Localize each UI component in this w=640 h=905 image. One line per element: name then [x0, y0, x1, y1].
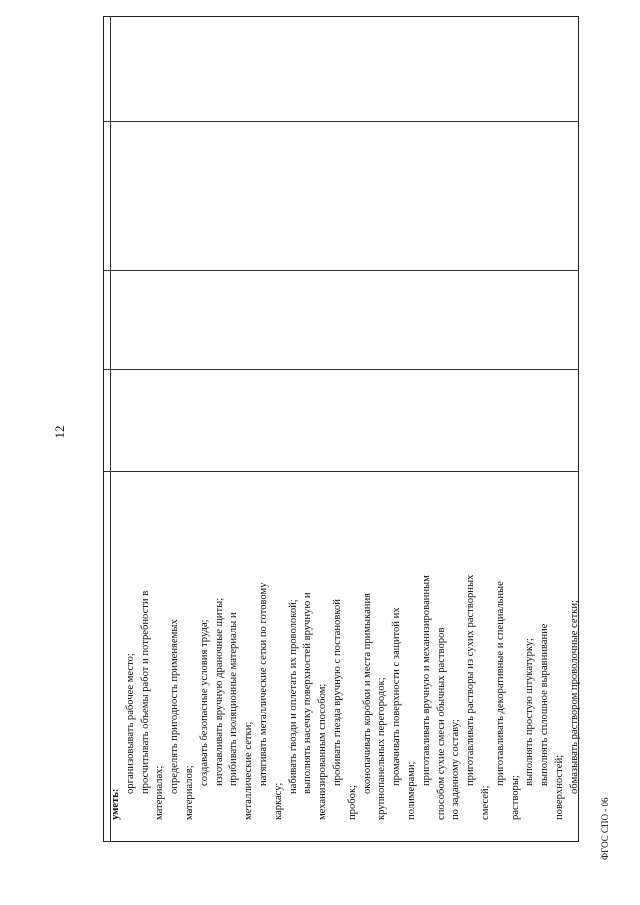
skill-line: материалов; [183, 765, 195, 820]
skill-line: изготавливать вручную драночные щиты; [213, 597, 225, 786]
footer-code: ФГОС СПО - 06 [600, 797, 610, 860]
skill-line: металлические сетки; [243, 721, 255, 820]
skill-line: организовывать рабочее место; [124, 653, 136, 794]
skill-line: полимерами; [405, 761, 417, 820]
page-number: 12 [52, 425, 67, 439]
row-divider-3 [104, 369, 578, 370]
skills-cell [109, 480, 580, 820]
skill-line: по заданному составу; [450, 719, 462, 820]
skill-line: создавать безопасные условия труда; [198, 619, 210, 786]
row-divider-4 [104, 471, 578, 472]
skill-line: выполнять насечку поверхностей вручную и [302, 592, 314, 794]
skill-line: способом сухие смеси обычных растворов [435, 627, 447, 820]
skill-line: выполнять простую штукатурку; [524, 637, 536, 786]
skill-line: выполнять сплошное выравнивание [539, 623, 551, 786]
skill-line: каркасу; [272, 782, 284, 820]
skill-line: промачивать поверхности с защитой их [391, 607, 403, 786]
skill-line: пробивать гнезда вручную с постановкой [331, 599, 343, 786]
skill-line: набивать гвозди и оплетать их проволокой; [287, 599, 299, 794]
skills-list [124, 480, 583, 820]
skill-line: натягивать металлические сетки по готовому [257, 582, 269, 786]
skill-line: оконопачивать коробки и места примыкания [361, 592, 373, 794]
skill-line: поверхностей; [553, 754, 565, 820]
skills-heading: уметь: [110, 788, 121, 820]
skill-line: приготавливать вручную и механизированным [420, 575, 432, 786]
skill-line: растворы; [509, 775, 521, 820]
row-divider-2 [104, 270, 578, 271]
skill-line: крупнопанельных перегородок; [376, 677, 388, 820]
skill-line: механизированным способом; [317, 683, 329, 820]
skill-line: просчитывать объемы работ и потребности в [139, 590, 151, 794]
skill-line: приготавливать декоративные и специальные [494, 581, 506, 786]
skill-line: смесей; [479, 785, 491, 820]
skill-line: прибивать изоляционные материалы и [228, 612, 240, 786]
skill-line: материалах; [154, 765, 166, 820]
skill-line: приготавливать растворы из сухих растворных [465, 574, 477, 786]
table [103, 16, 579, 842]
skill-line: пробок; [346, 784, 358, 820]
row-divider-1 [104, 121, 578, 122]
skill-line: обмазывать раствором проволочные сетки; [568, 600, 580, 794]
skill-line: определять пригодность применяемых [169, 619, 181, 794]
